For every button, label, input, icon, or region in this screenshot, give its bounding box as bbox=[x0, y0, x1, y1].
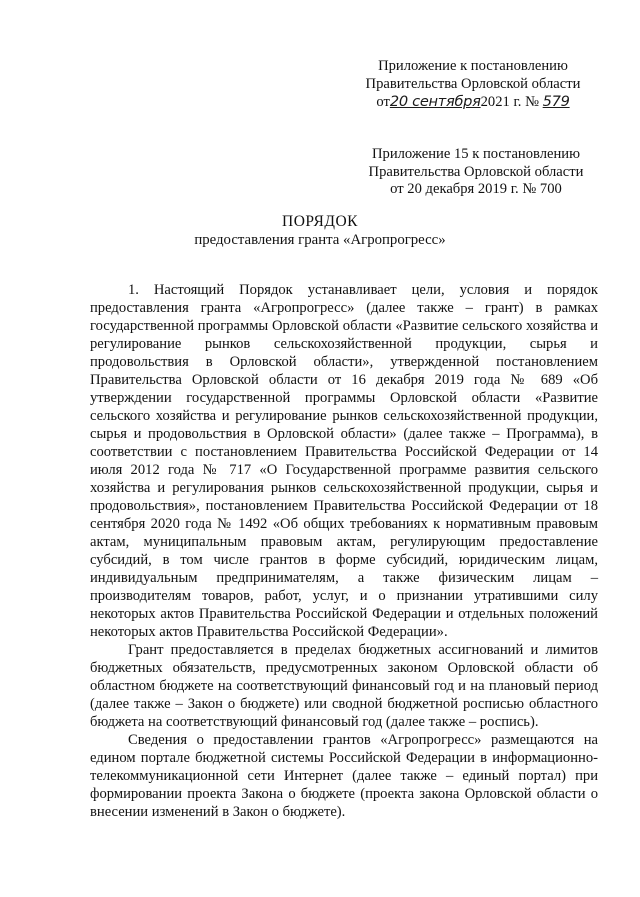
paragraph-3: Сведения о предоставлении грантов «Агропрогресс» размещаются на едином портале бюджетной системы Российской Федерации в информационно-телекоммуникационной сети Интернет (далее также – единый портал) при формировании проекта Закона о бюджете (проекта закона Орловской области о внесении изменений в Закон о бюджете). bbox=[90, 732, 598, 820]
document-body bbox=[90, 281, 598, 821]
approval-line-3 bbox=[350, 93, 596, 112]
paragraph-2: Грант предоставляется в пределах бюджетных ассигнований и лимитов бюджетных обязательств, предусмотренных законом Орловской области об областном бюджете на соответствующий финансовый год и на плановый период (далее также – Закон о бюджете) или сводной бюджетной росписью областного бюджета на соответствующий финансовый год (далее также – роспись). bbox=[90, 642, 598, 730]
document-title: ПОРЯДОК bbox=[282, 213, 358, 230]
paragraph-1: 1. Настоящий Порядок устанавливает цели, условия и порядок предоставления гранта «Агропрогресс» (далее также – грант) в рамках государственной программы Орловской области «Развитие сельского хозяйства и регулирование рынков сельскохозяйственной продукции, сырья и продовольствия в Орловской области», утвержденной постановлением Правительства Орловской области от 16 декабря 2019 года № 689 «Об утверждении государственной программы Орловской области «Развитие сельского хозяйства и регулирование рынков сельскохозяйственной продукции, сырья и продовольствия в Орловской области» (далее также – Программа), в соответствии с постановлением Правительства Российской Федерации от 14 июля 2012 года № 717 «О Государственной программе развития сельского хозяйства и регулирования рынков сельскохозяйственной продукции, сырья и продовольствия», постановлением Правительства Российской Федерации от 18 сентября 2020 года № 1492 «Об общих требованиях к нормативным правовым актам, муниципальным правовым актам, регулирующим предоставление субсидий, в том числе грантов в форме субсидий, юридическим лицам, индивидуальным предпринимателям, а также физическим лицам – производителям товаров, работ, услуг, и о признании утратившими силу некоторых актов Правительства Российской Федерации и отдельных положений некоторых актов Правительства Российской Федерации». bbox=[90, 282, 598, 640]
appendix-line-1: Приложение 15 к постановлению bbox=[371, 146, 581, 162]
approval-header bbox=[350, 58, 596, 112]
appendix-header bbox=[356, 146, 596, 199]
year-number-label: 2021 г. № bbox=[480, 94, 540, 110]
document-subtitle: предоставления гранта «Агропрогресс» bbox=[194, 232, 446, 248]
handwritten-number: 579 bbox=[542, 93, 570, 110]
approval-line-1: Приложение к постановлению bbox=[378, 58, 568, 74]
approval-line-2: Правительства Орловской области bbox=[365, 75, 581, 92]
appendix-line-3: от 20 декабря 2019 г. № 700 bbox=[390, 181, 562, 197]
appendix-line-2: Правительства Орловской области bbox=[368, 163, 584, 180]
date-prefix: от bbox=[376, 94, 390, 110]
handwritten-date: 20 сентября bbox=[389, 93, 481, 110]
